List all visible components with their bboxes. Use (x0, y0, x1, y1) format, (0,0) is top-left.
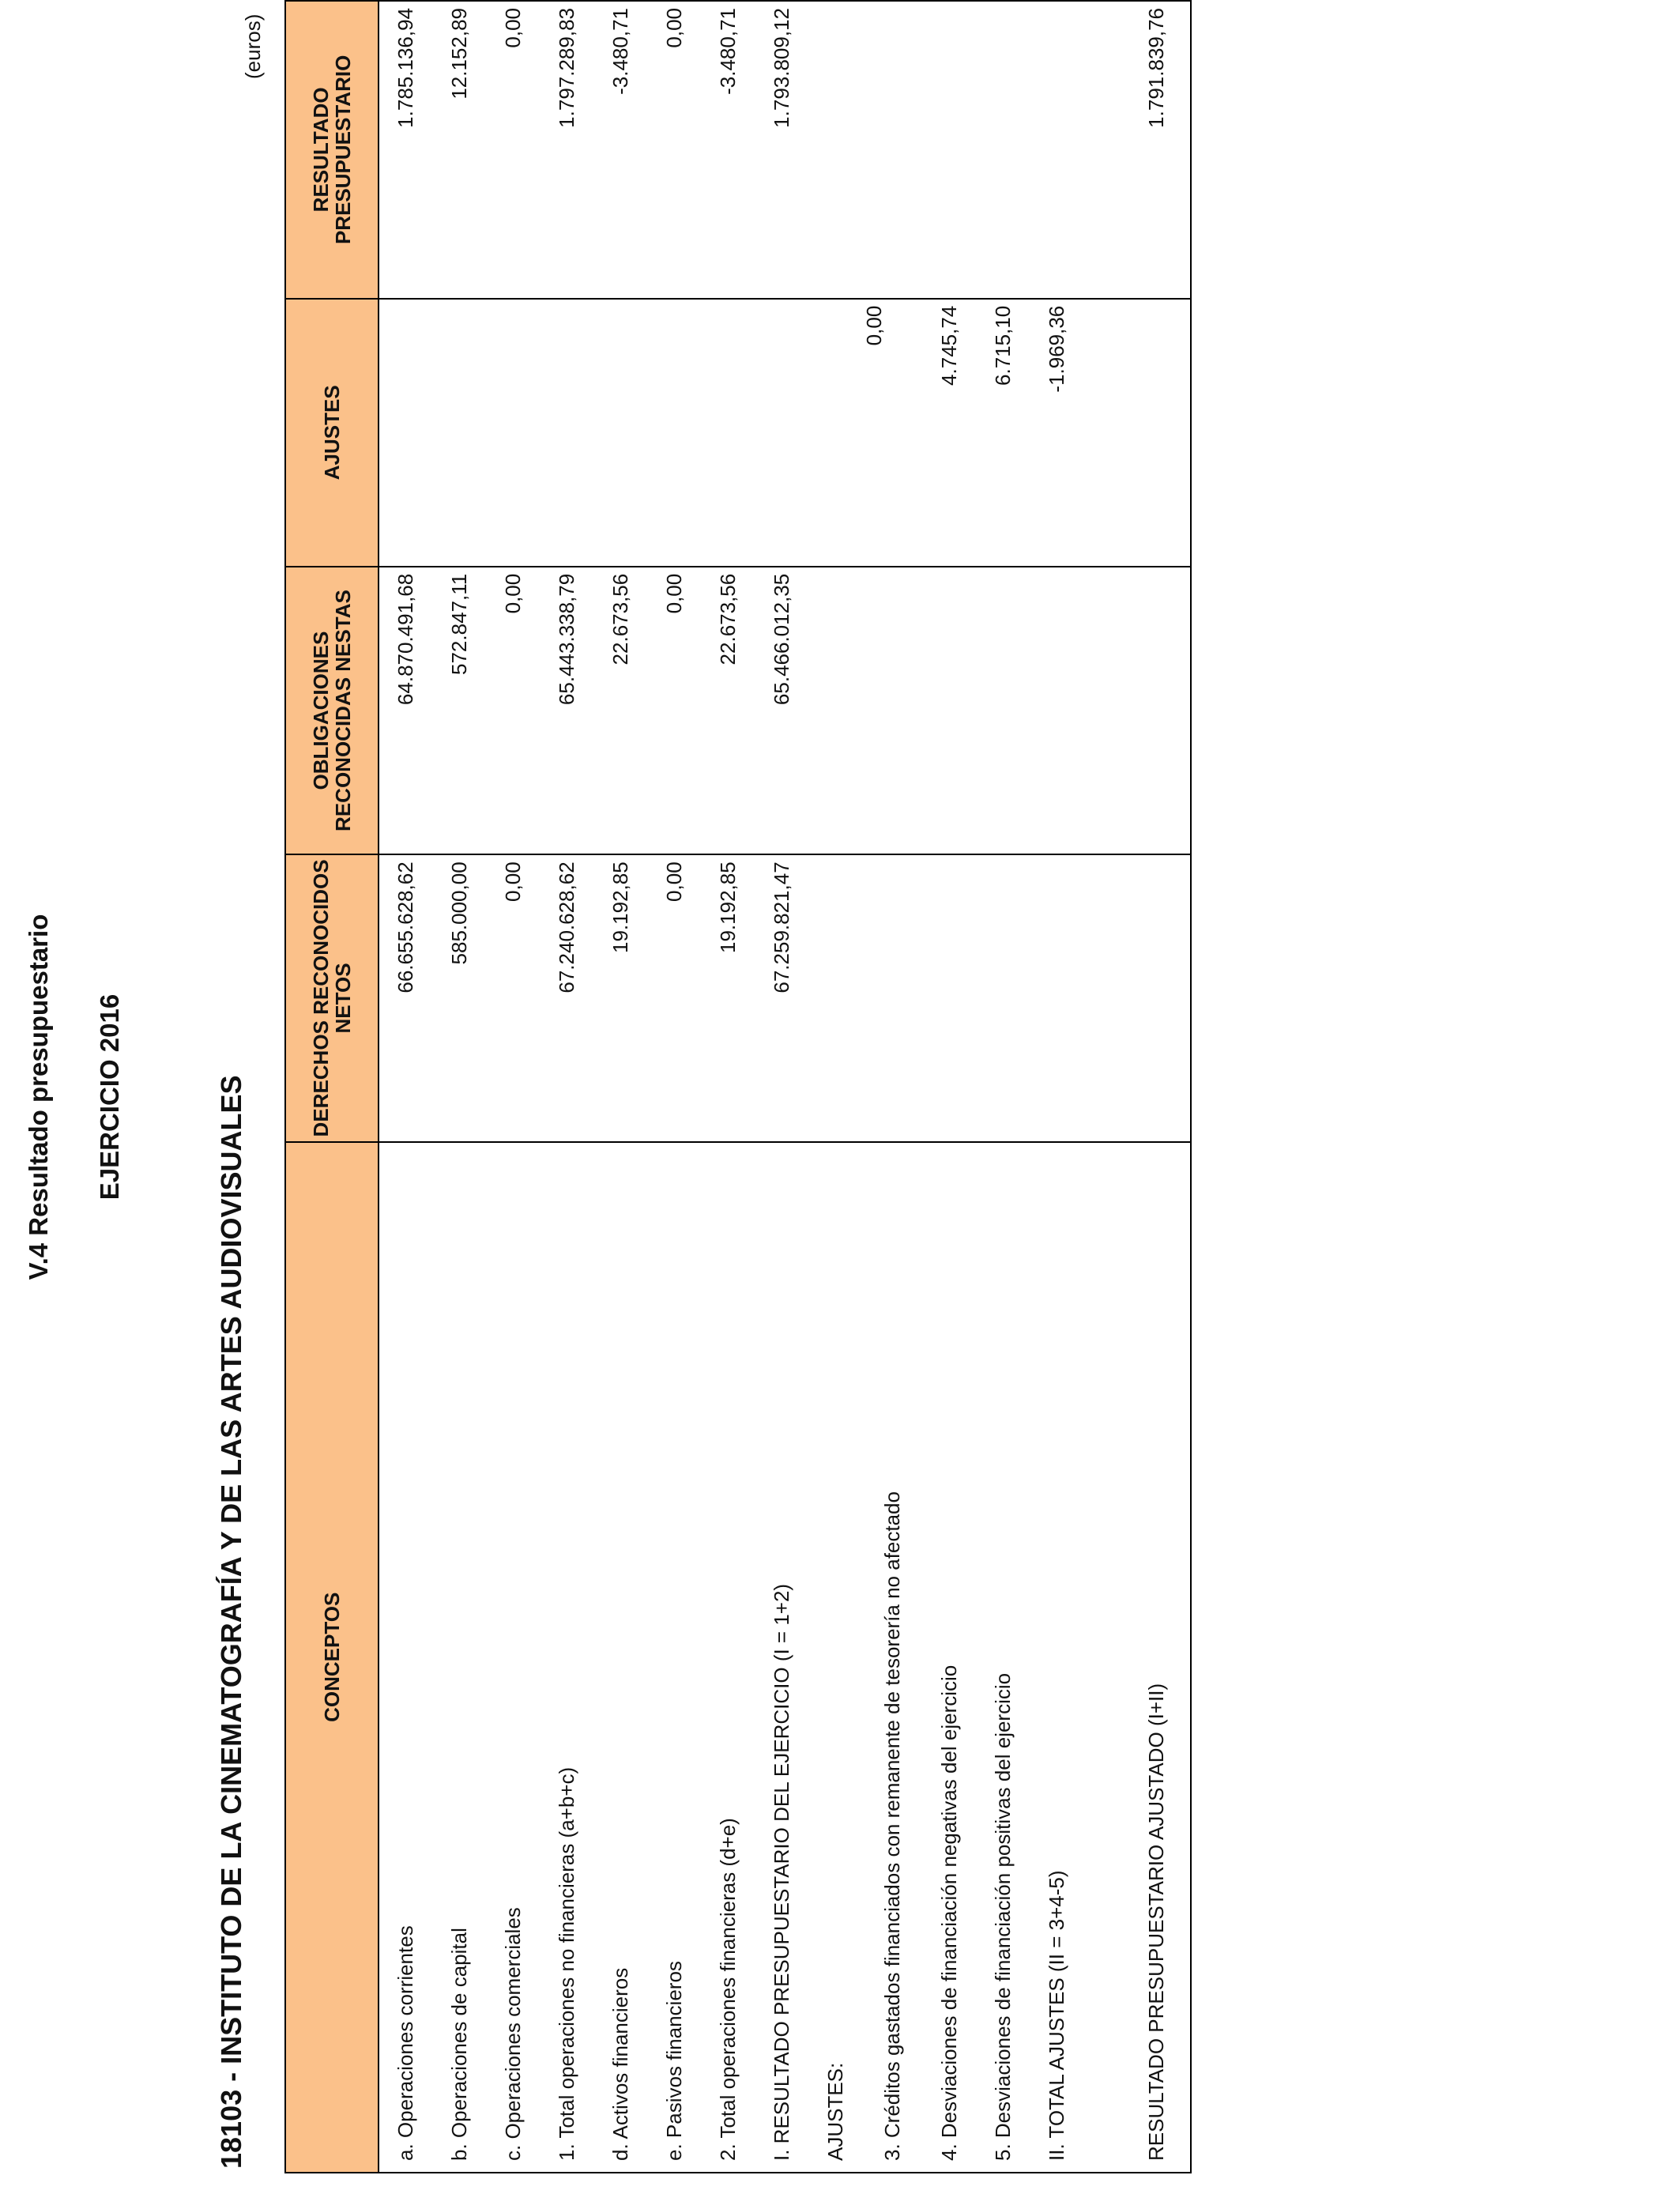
cell-ajustes (432, 299, 486, 567)
cell-obligaciones: 64.870.491,68 (379, 567, 432, 855)
table-row (486, 1, 540, 2173)
cell-derechos (922, 854, 976, 1141)
table-row (701, 1, 755, 2173)
cell-resultado: 1.785.136,94 (379, 1, 432, 299)
section-title: V.4 Resultado presupuestario (24, 914, 53, 1280)
cell-resultado: -3.480,71 (593, 1, 647, 299)
cell-derechos: 67.259.821,47 (755, 854, 808, 1141)
cell-ajustes: -1.969,36 (1030, 299, 1083, 567)
cell-ajustes (1083, 299, 1123, 567)
cell-obligaciones: 22.673,56 (701, 567, 755, 855)
cell-resultado (808, 1, 862, 299)
cell-ajustes (808, 299, 862, 567)
cell-obligaciones (922, 567, 976, 855)
table-body (379, 1, 1191, 2173)
header-obligaciones: OBLIGACIONES RECONOCIDAS NESTAS (285, 567, 379, 855)
table-row (1030, 1, 1083, 2173)
cell-concepto: 2. Total operaciones financieras (d+e) (701, 1142, 755, 2173)
cell-obligaciones: 0,00 (647, 567, 701, 855)
cell-obligaciones: 22.673,56 (593, 567, 647, 855)
cell-concepto: e. Pasivos financieros (647, 1142, 701, 2173)
cell-resultado (922, 1, 976, 299)
units-label: (euros) (241, 13, 265, 79)
cell-resultado (1030, 1, 1083, 299)
header-resultado: RESULTADO PRESUPUESTARIO (285, 1, 379, 299)
cell-resultado (862, 1, 922, 299)
cell-obligaciones: 0,00 (486, 567, 540, 855)
cell-resultado: 1.791.839,76 (1123, 1, 1191, 299)
cell-derechos: 0,00 (647, 854, 701, 1141)
cell-resultado: 1.793.809,12 (755, 1, 808, 299)
cell-derechos (1030, 854, 1083, 1141)
cell-ajustes (540, 299, 593, 567)
cell-obligaciones: 572.847,11 (432, 567, 486, 855)
cell-ajustes: 0,00 (862, 299, 922, 567)
cell-ajustes (647, 299, 701, 567)
table-row (862, 1, 922, 2173)
table-row (379, 1, 432, 2173)
cell-concepto: 5. Desviaciones de financiación positivas del ejercicio (976, 1142, 1030, 2173)
cell-concepto: a. Operaciones corrientes (379, 1142, 432, 2173)
cell-concepto: d. Activos financieros (593, 1142, 647, 2173)
header-derechos: DERECHOS RECONOCIDOS NETOS (285, 854, 379, 1141)
table-row (1083, 1, 1123, 2173)
table-row (808, 1, 862, 2173)
table-row (540, 1, 593, 2173)
header-ajustes: AJUSTES (285, 299, 379, 567)
cell-derechos (1123, 854, 1191, 1141)
cell-resultado: 0,00 (647, 1, 701, 299)
cell-concepto: II. TOTAL AJUSTES (II = 3+4-5) (1030, 1142, 1083, 2173)
entity-title: 18103 - INSTITUTO DE LA CINEMATOGRAFÍA Y DE LAS ARTES AUDIOVISUALES (215, 1075, 247, 2169)
budget-result-table (284, 0, 1192, 2173)
cell-ajustes: 6.715,10 (976, 299, 1030, 567)
cell-concepto: b. Operaciones de capital (432, 1142, 486, 2173)
cell-obligaciones (1030, 567, 1083, 855)
header-conceptos: CONCEPTOS (285, 1142, 379, 2173)
cell-derechos: 67.240.628,62 (540, 854, 593, 1141)
table-row (755, 1, 808, 2173)
cell-ajustes (593, 299, 647, 567)
cell-derechos (1083, 854, 1123, 1141)
cell-concepto: RESULTADO PRESUPUESTARIO AJUSTADO (I+II) (1123, 1142, 1191, 2173)
cell-obligaciones (808, 567, 862, 855)
cell-derechos (808, 854, 862, 1141)
cell-ajustes (379, 299, 432, 567)
cell-derechos: 19.192,85 (701, 854, 755, 1141)
cell-ajustes (701, 299, 755, 567)
cell-concepto: c. Operaciones comerciales (486, 1142, 540, 2173)
cell-obligaciones: 65.443.338,79 (540, 567, 593, 855)
cell-ajustes: 4.745,74 (922, 299, 976, 567)
cell-resultado (1083, 1, 1123, 299)
cell-obligaciones (1083, 567, 1123, 855)
cell-resultado: 0,00 (486, 1, 540, 299)
cell-obligaciones: 65.466.012,35 (755, 567, 808, 855)
cell-derechos (976, 854, 1030, 1141)
cell-derechos (862, 854, 922, 1141)
cell-concepto (1083, 1142, 1123, 2173)
cell-concepto: AJUSTES: (808, 1142, 862, 2173)
cell-derechos: 585.000,00 (432, 854, 486, 1141)
table-row (922, 1, 976, 2173)
table-row (976, 1, 1030, 2173)
cell-obligaciones (862, 567, 922, 855)
cell-resultado: 12.152,89 (432, 1, 486, 299)
cell-resultado: -3.480,71 (701, 1, 755, 299)
cell-obligaciones (1123, 567, 1191, 855)
cell-resultado: 1.797.289,83 (540, 1, 593, 299)
cell-obligaciones (976, 567, 1030, 855)
cell-ajustes (486, 299, 540, 567)
table-row (432, 1, 486, 2173)
cell-concepto: 1. Total operaciones no financieras (a+b+c) (540, 1142, 593, 2173)
cell-ajustes (755, 299, 808, 567)
cell-derechos: 66.655.628,62 (379, 854, 432, 1141)
cell-ajustes (1123, 299, 1191, 567)
cell-resultado (976, 1, 1030, 299)
table-row (1123, 1, 1191, 2173)
exercise-title: EJERCICIO 2016 (95, 993, 124, 1201)
cell-concepto: 4. Desviaciones de financiación negativas del ejercicio (922, 1142, 976, 2173)
cell-derechos: 19.192,85 (593, 854, 647, 1141)
table-row (647, 1, 701, 2173)
table-header-row (285, 1, 379, 2173)
cell-derechos: 0,00 (486, 854, 540, 1141)
cell-concepto: 3. Créditos gastados financiados con remanente de tesorería no afectado (862, 1142, 922, 2173)
table-row (593, 1, 647, 2173)
cell-concepto: I. RESULTADO PRESUPUESTARIO DEL EJERCICIO (I = 1+2) (755, 1142, 808, 2173)
